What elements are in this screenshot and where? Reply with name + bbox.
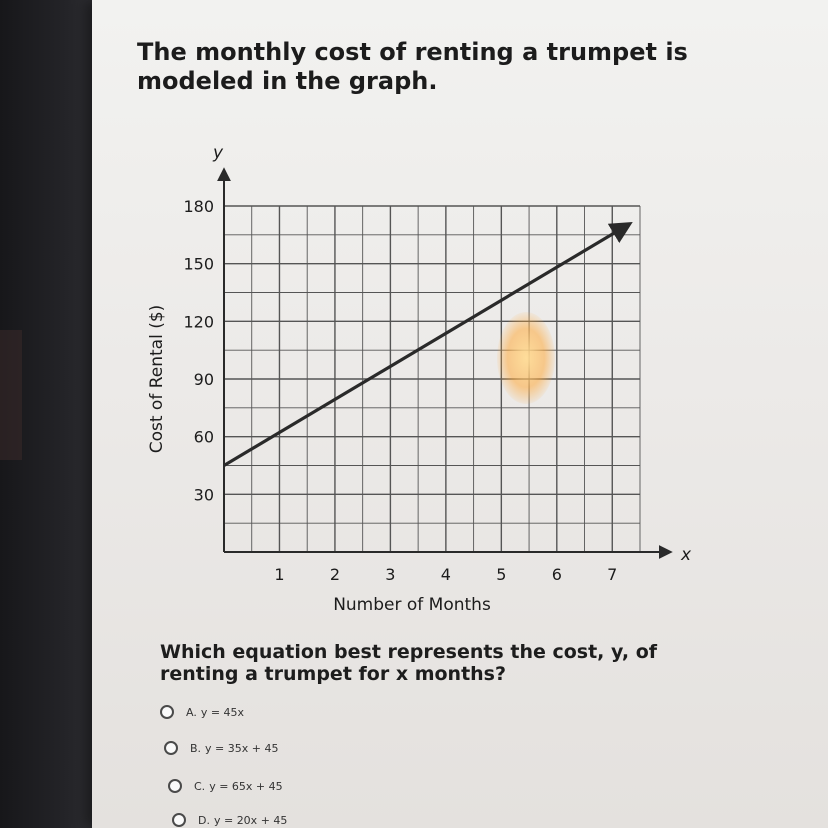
screen [92,0,828,828]
x-tick-label: 3 [385,565,396,584]
cost-graph [142,140,702,620]
y-tick-label: 180 [183,197,214,216]
option-d[interactable] [172,813,287,827]
x-tick-label: 6 [551,565,562,584]
option-a[interactable] [160,705,244,719]
option-d-letter: D. [198,813,210,827]
y-tick-label: 120 [183,312,214,332]
x-tick-label: 7 [607,565,618,584]
x-tick-label: 1 [274,565,285,584]
option-b-equation: y = 35x + 45 [205,741,279,755]
radio-option-c[interactable] [168,779,182,793]
x-tick-label: 4 [440,565,451,584]
y-tick-label: 60 [193,427,214,447]
y-tick-label: 30 [193,485,214,505]
option-a-equation: y = 45x [200,705,245,719]
y-axis-letter: y [212,143,224,163]
option-d-equation: y = 20x + 45 [213,813,288,827]
x-axis-title: Number of Months [333,595,491,615]
radio-option-b[interactable] [164,741,178,755]
prompt-text: Which equation best represents the cost, y, of renting a trumpet for x months? [160,641,658,685]
option-c-letter: C. [194,779,206,793]
option-c[interactable] [168,779,283,793]
radio-option-d[interactable] [172,813,186,827]
x-tick-label: 2 [329,565,341,584]
option-a-letter: A. [186,705,197,719]
question-text: The monthly cost of renting a trumpet is modeled in the graph. [137,38,688,95]
option-c-equation: y = 65x + 45 [209,779,283,793]
y-tick-label: 150 [183,254,214,274]
option-b[interactable] [164,741,278,755]
y-axis-title: Cost of Rental ($) [147,304,167,454]
chart-svg [142,140,702,620]
series-line [224,224,629,465]
x-tick-label: 5 [496,565,507,584]
device-edge-mark [0,330,22,460]
y-tick-label: 90 [193,370,214,389]
option-b-letter: B. [190,741,202,755]
radio-option-a[interactable] [160,705,174,719]
x-axis-letter: x [680,545,692,565]
